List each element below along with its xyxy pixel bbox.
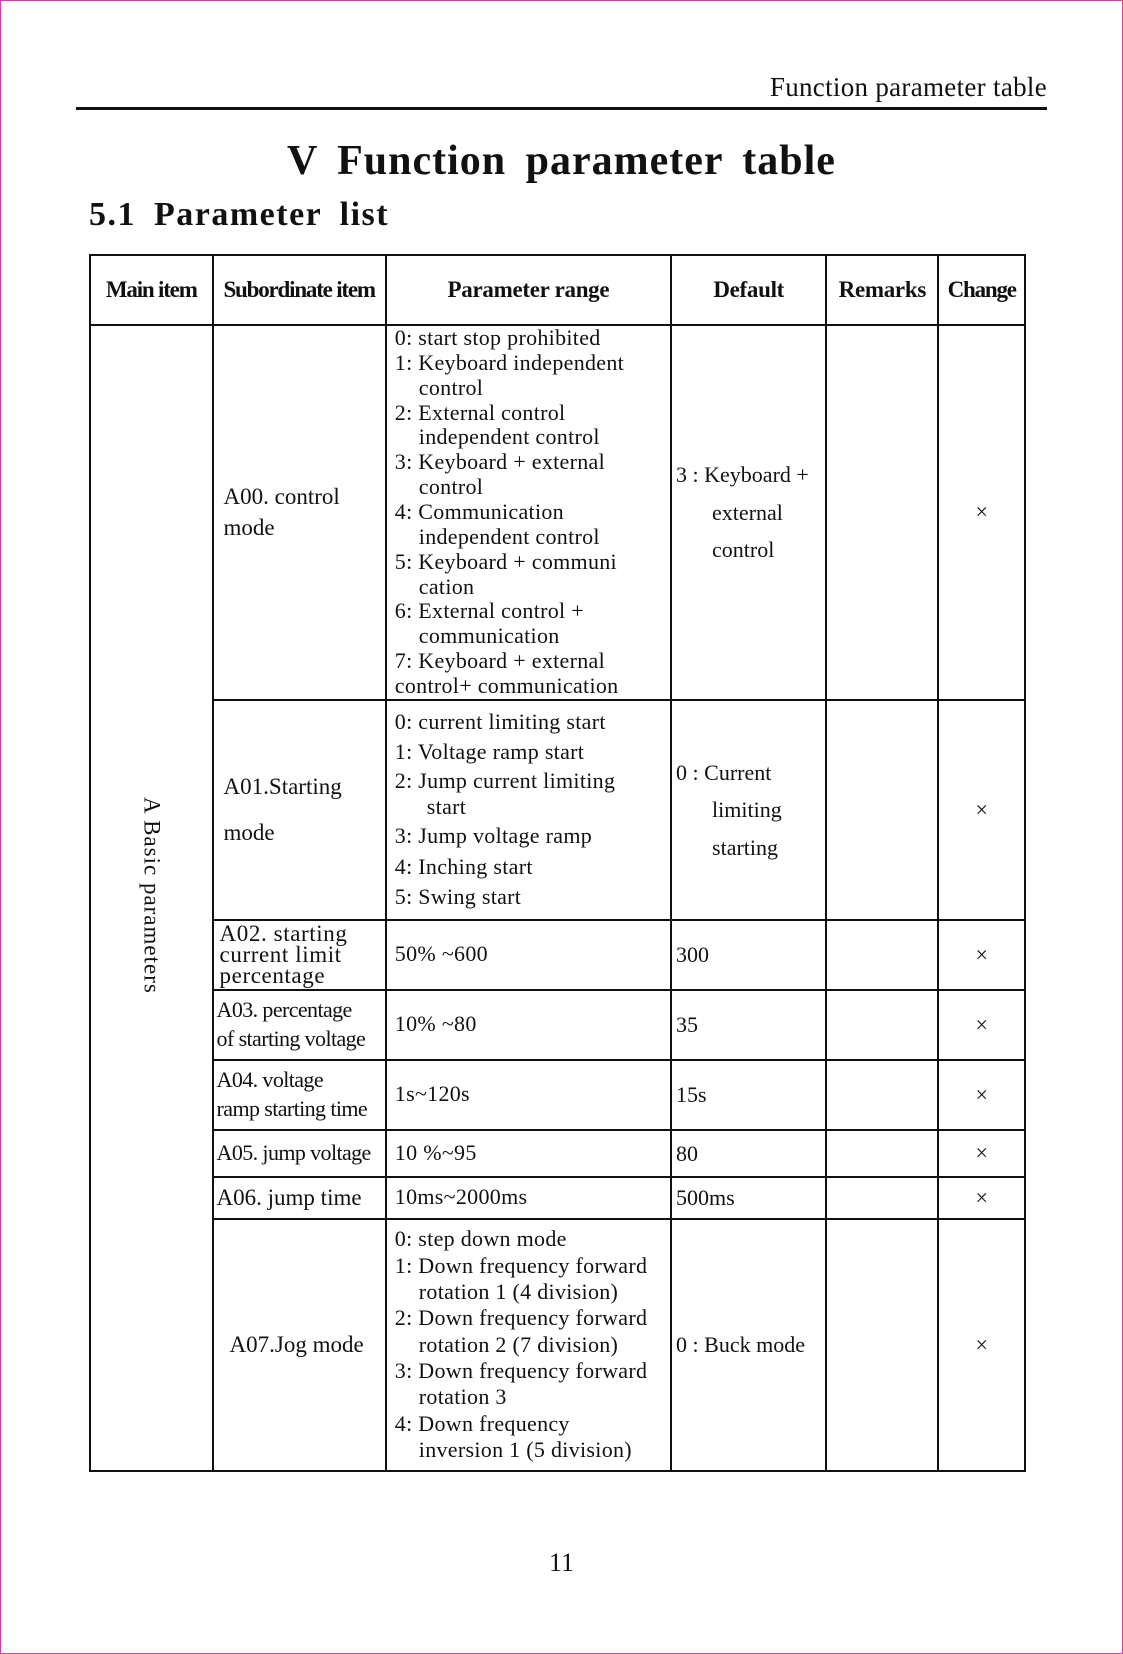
default-cell [671,920,826,990]
header-rule [76,107,1047,110]
column-header-remarks: Remarks [826,255,938,325]
range-option-continuation: control [418,474,484,500]
change-mark: × [938,700,1025,920]
default-cell [671,1130,826,1177]
default-cell [671,325,826,700]
remarks-cell [826,1219,938,1471]
parameter-range-cell [386,1219,671,1471]
range-option-continuation: rotation 3 [418,1384,507,1410]
range-option: 10% ~80 [394,1011,477,1037]
parameter-table [89,254,1026,1472]
subordinate-item-label: A04. voltage [216,1067,323,1093]
default-cell [671,990,826,1060]
change-mark: × [938,1060,1025,1130]
table-row [90,1219,1025,1471]
remarks-cell [826,920,938,990]
subordinate-item-label: of starting voltage [216,1025,366,1051]
remarks-cell [826,1177,938,1219]
range-option: 10ms~2000ms [394,1184,528,1210]
range-option-continuation: start [426,794,467,820]
range-option: control+ communication [394,673,619,699]
default-value: 15s [676,1082,707,1108]
range-option-continuation: cation [418,573,475,599]
table-row [90,700,1025,920]
default-value-continuation: starting [712,834,779,860]
range-option-continuation: independent control [418,523,600,549]
subordinate-item-label: A06. jump time [216,1184,362,1210]
column-header-main-item: Main item [90,255,213,325]
subordinate-item-label: A01.Starting [223,773,342,799]
range-option: 3: Down frequency forward [394,1358,648,1384]
parameter-range-cell [386,1177,671,1219]
running-header: Function parameter table [769,72,1047,102]
subordinate-item-cell [213,920,386,990]
change-mark: × [938,1177,1025,1219]
range-option: 1: Voltage ramp start [394,739,585,765]
subordinate-item-label: A07.Jog mode [229,1332,364,1358]
default-value-continuation: control [712,537,775,563]
default-value-continuation: limiting [712,797,782,823]
chapter-title: V Function parameter table [287,138,836,184]
range-option: 10 %~95 [394,1139,477,1165]
range-option: 1: Down frequency forward [394,1252,648,1278]
range-option: 5: Keyboard + communi [394,548,617,574]
range-option: 0: current limiting start [394,708,606,734]
range-option: 3: Keyboard + external [394,449,606,475]
default-value: 0 : Current [676,759,772,785]
range-option: 0: step down mode [394,1226,567,1252]
change-mark: × [938,1219,1025,1471]
default-cell [671,1060,826,1130]
table-header-row [90,255,1025,325]
range-option-continuation: rotation 2 (7 division) [418,1331,619,1357]
range-option: 6: External control + [394,598,584,624]
default-value: 500ms [676,1185,735,1211]
range-option: 4: Inching start [394,853,533,879]
parameter-range-cell [386,920,671,990]
subordinate-item-label: mode [223,819,275,845]
change-mark: × [938,325,1025,700]
column-header-change: Change [938,255,1025,325]
column-header-subordinate-item: Subordinate item [213,255,386,325]
remarks-cell [826,1060,938,1130]
remarks-cell [826,990,938,1060]
subordinate-item-cell [213,1130,386,1177]
subordinate-item-cell [213,700,386,920]
default-value-continuation: external [712,499,783,525]
subordinate-item-label: current limit [219,942,342,968]
subordinate-item-label: A05. jump voltage [216,1140,371,1166]
default-value: 300 [676,942,710,968]
range-option: 4: Down frequency [394,1410,570,1436]
default-value: 80 [676,1140,699,1166]
remarks-cell [826,1130,938,1177]
parameter-range-cell [386,325,671,700]
range-option: 3: Jump voltage ramp [394,822,593,848]
subordinate-item-label: mode [223,515,275,541]
subordinate-item-cell [213,325,386,700]
default-value: 3 : Keyboard + [676,462,809,488]
default-cell [671,1219,826,1471]
range-option: 2: Down frequency forward [394,1305,648,1331]
subordinate-item-cell [213,1060,386,1130]
subordinate-item-label: A03. percentage [216,997,352,1023]
parameter-range-cell [386,990,671,1060]
subordinate-item-cell [213,990,386,1060]
parameter-range-cell [386,1060,671,1130]
range-option-continuation: independent control [418,424,600,450]
subordinate-item-cell [213,1177,386,1219]
default-value: 0 : Buck mode [676,1332,805,1358]
remarks-cell [826,325,938,700]
section-title: 5.1 Parameter list [89,196,390,233]
column-header-default: Default [671,255,826,325]
table-row [90,1177,1025,1219]
range-option: 7: Keyboard + external [394,648,606,674]
parameter-range-cell [386,1130,671,1177]
table-row [90,1130,1025,1177]
main-item-cell [90,325,213,1471]
table-row [90,325,1025,700]
range-option-continuation: control [418,374,484,400]
remarks-cell [826,700,938,920]
range-option: 2: Jump current limiting [394,768,616,794]
change-mark: × [938,920,1025,990]
default-cell [671,700,826,920]
parameter-range-cell [386,700,671,920]
page-number: 11 [548,1548,575,1577]
range-option: 4: Communication [394,499,564,525]
default-cell [671,1177,826,1219]
range-option-continuation: inversion 1 (5 division) [418,1437,632,1463]
range-option: 2: External control [394,399,566,425]
range-option: 50% ~600 [394,941,488,967]
range-option: 1: Keyboard independent [394,349,625,375]
subordinate-item-label: percentage [219,963,326,989]
subordinate-item-label: A02. starting [219,921,348,947]
range-option: 1s~120s [394,1081,470,1107]
table-row [90,920,1025,990]
default-value: 35 [676,1012,699,1038]
column-header-parameter-range: Parameter range [386,255,671,325]
change-mark: × [938,990,1025,1060]
table-row [90,990,1025,1060]
range-option-continuation: rotation 1 (4 division) [418,1278,619,1304]
change-mark: × [938,1130,1025,1177]
range-option: 5: Swing start [394,884,522,910]
main-item-label: A Basic parameters [139,797,165,994]
subordinate-item-label: ramp starting time [216,1095,368,1121]
subordinate-item-label: A00. control [223,484,340,510]
range-option: 0: start stop prohibited [394,325,601,350]
range-option-continuation: communication [418,623,560,649]
table-row [90,1060,1025,1130]
subordinate-item-cell [213,1219,386,1471]
